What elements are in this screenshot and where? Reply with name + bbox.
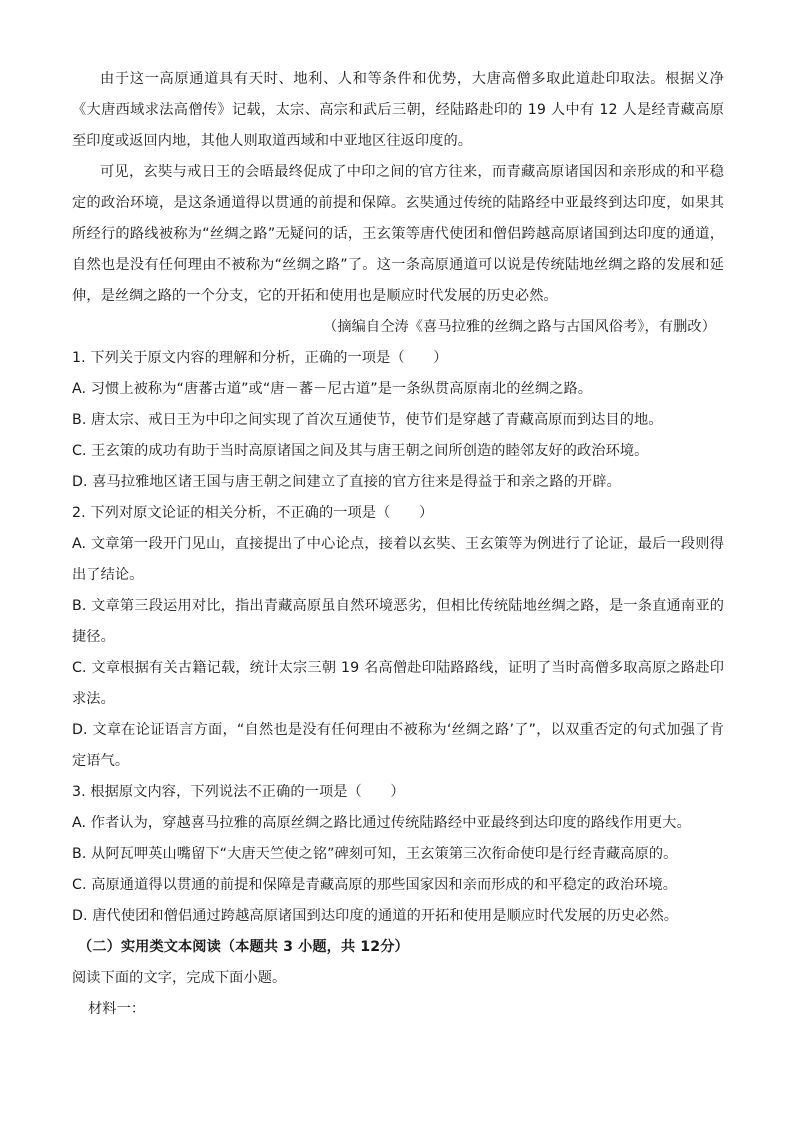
question-3 bbox=[72, 777, 724, 932]
question-option: B. 从阿瓦呷英山嘴留下“大唐天竺使之铭”碑刻可知，王玄策第三次衔命使印是行经青藏高原的。 bbox=[72, 846, 678, 862]
question-stem: 1. 下列关于原文内容的理解和分析，正确的一项是（ ） bbox=[72, 350, 448, 366]
passage-paragraph-2: 可见，玄奘与戒日王的会晤最终促成了中印之间的官方往来，而青藏高原诸国因和亲形成的和平稳定的政治环境，是这条通道得以贯通的前提和保障。玄奘通过传统的陆路经中亚最终到达印度，如果其所经行的路线被称为“丝绸之路”无疑问的话，王玄策等唐代使团和僧侣跨越高原诸国到达印度的通道，自然也是没有任何理由不被称为“丝绸之路”了。这一条高原通道可以说是传统陆地丝绸之路的发展和延伸，是丝绸之路的一个分支，它的开拓和使用也是顺应时代发展的历史必然。 bbox=[72, 164, 724, 304]
section-heading: （二）实用类文本阅读（本题共 3 小题，共 12分） bbox=[78, 939, 409, 955]
question-option: D. 喜马拉雅地区诸王国与唐王朝之间建立了直接的官方往来是得益于和亲之路的开辟。 bbox=[72, 474, 621, 490]
passage-source: （摘编自仝涛《喜马拉雅的丝绸之路与古国风俗考》，有删改） bbox=[323, 319, 716, 335]
question-2 bbox=[72, 498, 724, 777]
question-1 bbox=[72, 343, 724, 498]
document-content bbox=[72, 64, 724, 1025]
question-option: C. 文章根据有关古籍记载，统计太宗三朝 19 名高僧赴印陆路路线，证明了当时高僧多取高原之路赴印求法。 bbox=[72, 660, 724, 707]
question-option: D. 唐代使团和僧侣通过跨越高原诸国到达印度的通道的开拓和使用是顺应时代发展的历史必然。 bbox=[72, 908, 679, 924]
question-option: C. 王玄策的成功有助于当时高原诸国之间及其与唐王朝之间所创造的睦邻友好的政治环境。 bbox=[72, 443, 649, 459]
question-option: B. 唐太宗、戒日王为中印之间实现了首次互通使节，使节们是穿越了青藏高原而到达目的地。 bbox=[72, 412, 663, 428]
question-stem: 2. 下列对原文论证的相关分析，不正确的一项是（ ） bbox=[72, 505, 434, 521]
question-option: B. 文章第三段运用对比，指出青藏高原虽自然环境恶劣，但相比传统陆地丝绸之路，是一条直通南亚的捷径。 bbox=[72, 598, 724, 645]
question-option: A. 文章第一段开门见山，直接提出了中心论点，接着以玄奘、王玄策等为例进行了论证，最后一段则得出了结论。 bbox=[72, 536, 724, 583]
section-intro: 阅读下面的文字，完成下面小题。 bbox=[72, 970, 287, 986]
question-stem: 3. 根据原文内容，下列说法不正确的一项是（ ） bbox=[72, 784, 405, 800]
question-option: D. 文章在论证语言方面，“自然也是没有任何理由不被称为‘丝绸之路’了”，以双重否定的句式加强了肯定语气。 bbox=[72, 722, 724, 769]
question-option: A. 习惯上被称为“唐蕃古道”或“唐－蕃－尼古道”是一条纵贯高原南北的丝绸之路。 bbox=[72, 381, 593, 397]
question-option: C. 高原通道得以贯通的前提和保障是青藏高原的那些国家因和亲而形成的和平稳定的政治环境。 bbox=[72, 877, 678, 893]
passage-paragraph-1: 由于这一高原通道具有天时、地利、人和等条件和优势，大唐高僧多取此道赴印取法。根据义净《大唐西域求法高僧传》记载，太宗、高宗和武后三朝，经陆路赴印的 19 人中有 12 人是经青藏高原至印度或返回内地，其他人则取道西域和中亚地区往返印度的。 bbox=[72, 71, 724, 149]
question-option: A. 作者认为，穿越喜马拉雅的高原丝绸之路比通过传统陆路经中亚最终到达印度的路线作用更大。 bbox=[72, 815, 691, 831]
material-label: 材料一： bbox=[88, 1001, 146, 1017]
